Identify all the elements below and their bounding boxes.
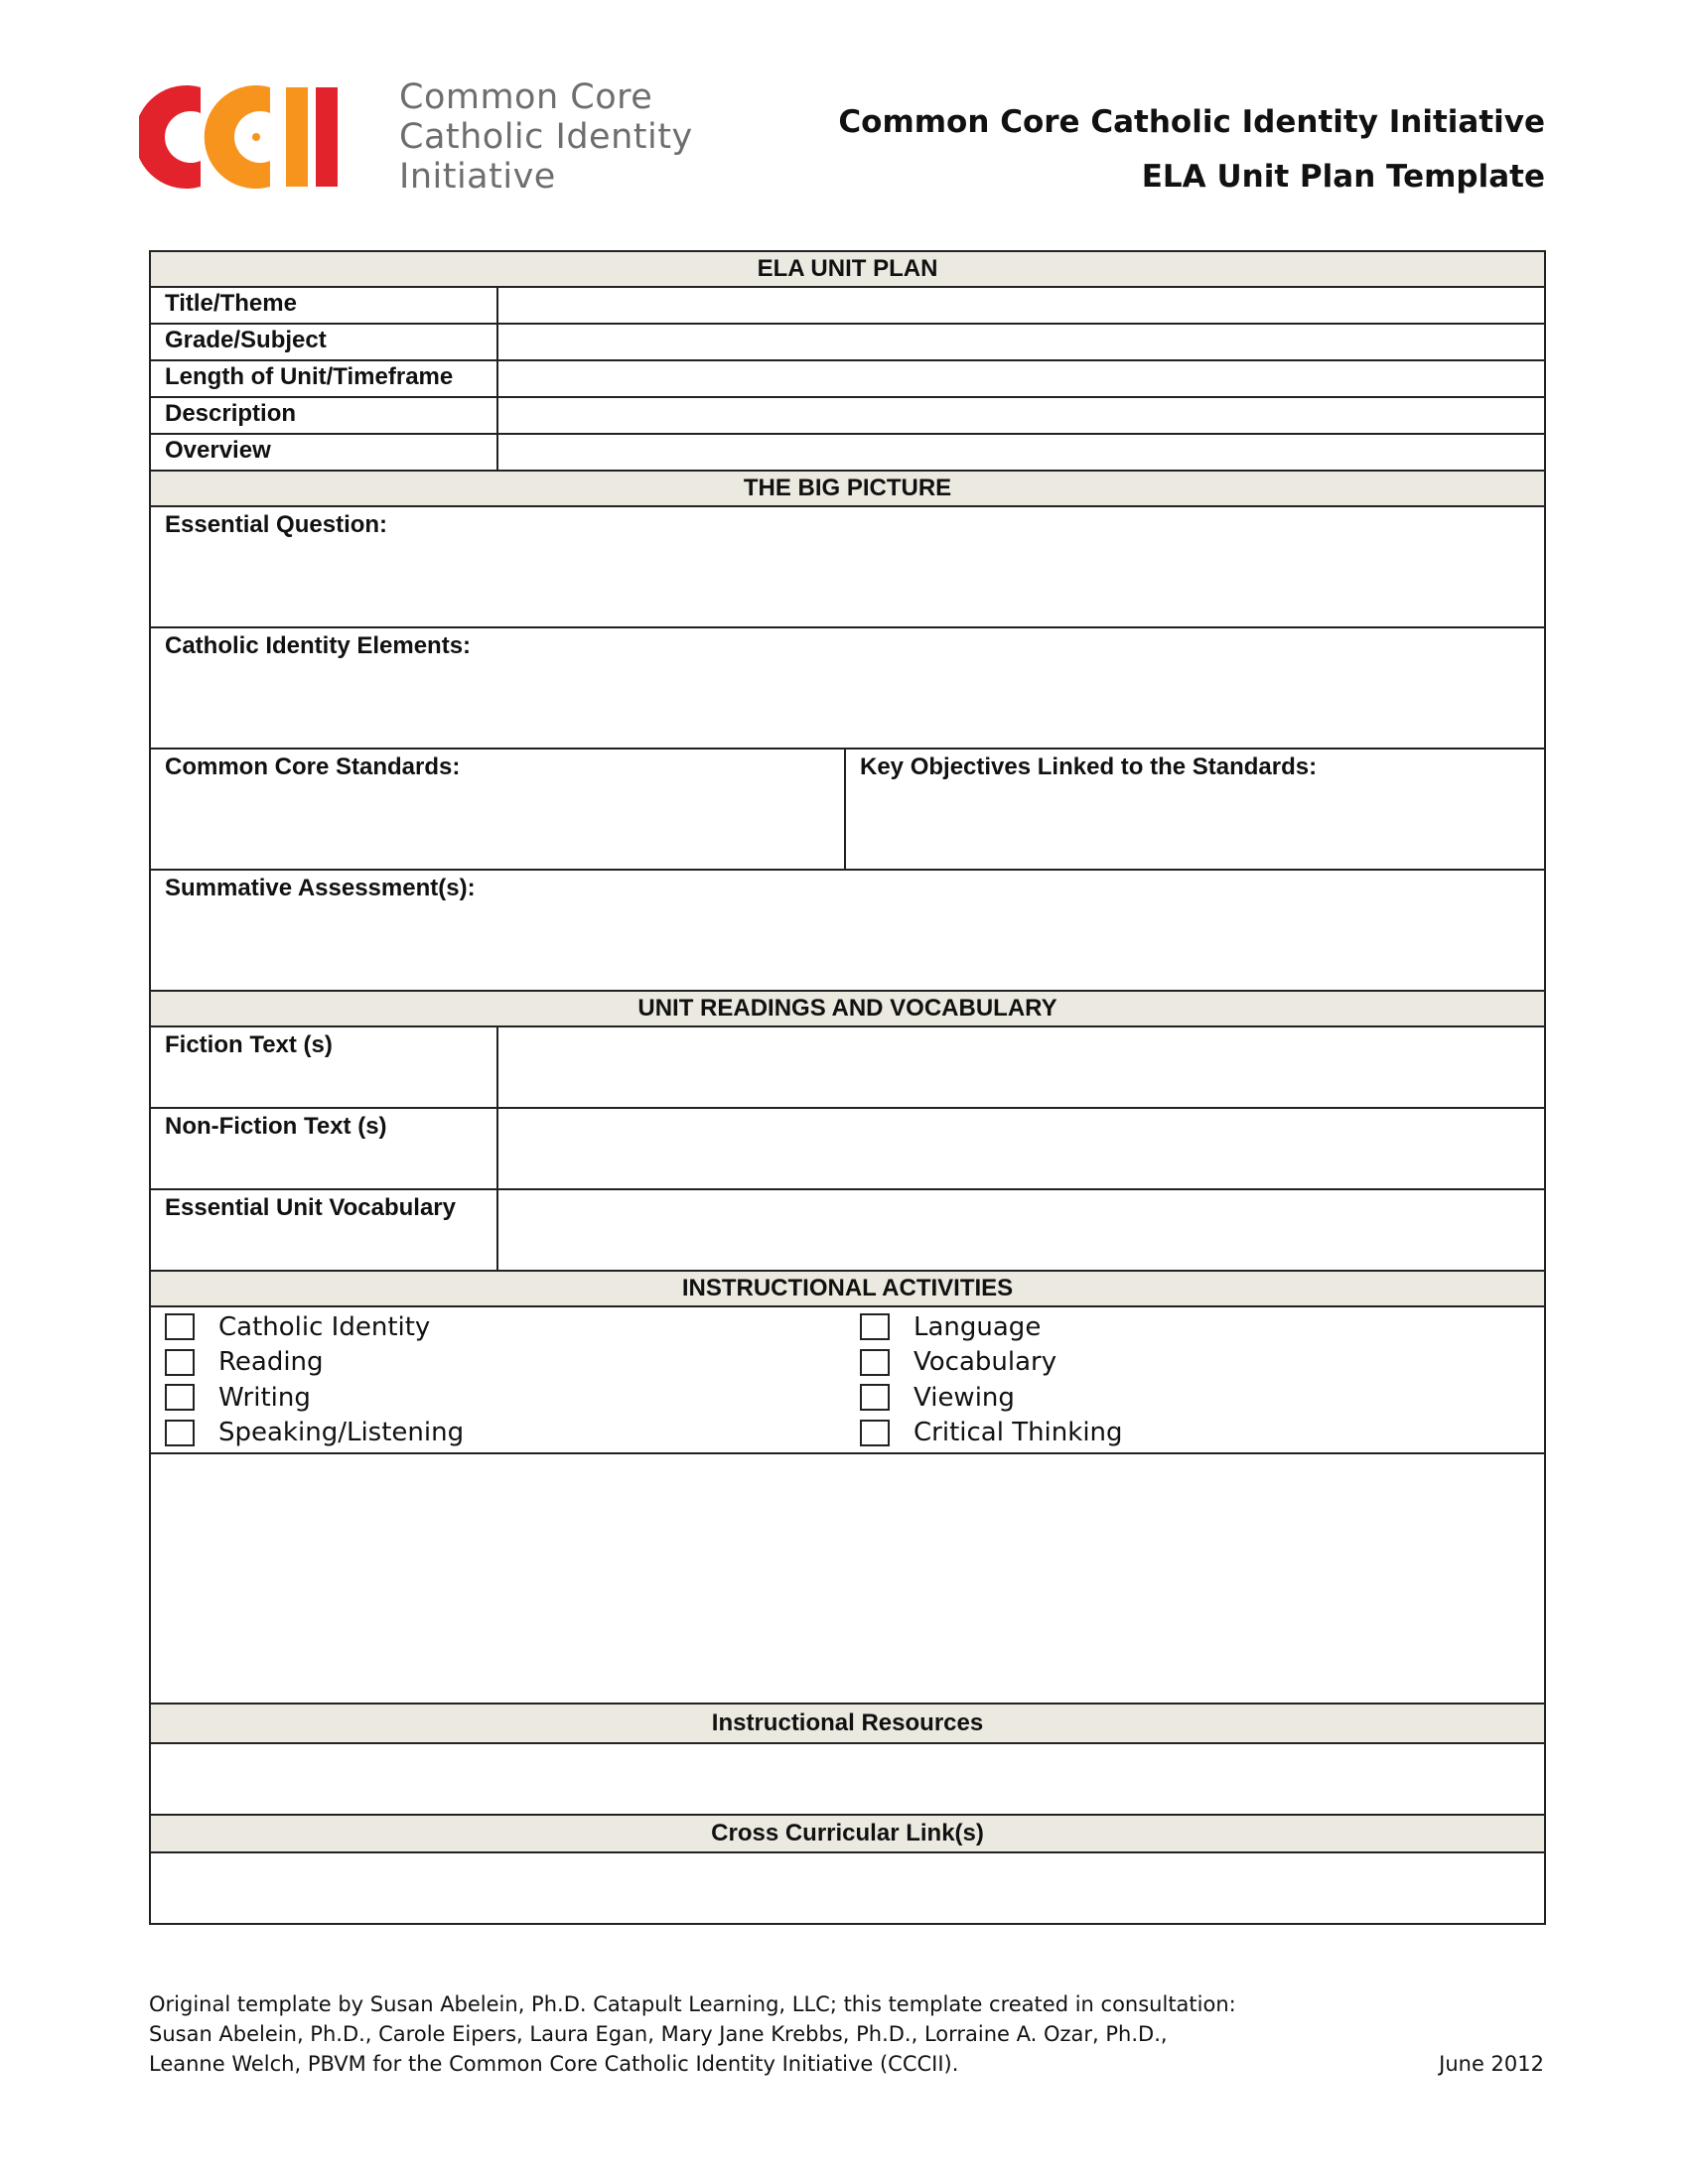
activity-label: Critical Thinking <box>914 1418 1123 1448</box>
activity-label: Viewing <box>914 1382 1015 1413</box>
document-title-line-1: Common Core Catholic Identity Initiative <box>838 104 1545 140</box>
activity-label: Writing <box>218 1382 311 1413</box>
activity-speaking-listening[interactable] <box>165 1416 860 1451</box>
checkbox-speaking-listening[interactable] <box>165 1420 195 1446</box>
logo-line-3: Initiative <box>399 157 556 197</box>
non-fiction-text-input[interactable] <box>497 1108 1545 1189</box>
activity-label: Catholic Identity <box>218 1311 431 1342</box>
field-label-length-of-unit: Length of Unit/Timeframe <box>150 360 497 397</box>
fiction-text-label: Fiction Text (s) <box>150 1026 497 1108</box>
essential-question-box[interactable] <box>150 506 1545 627</box>
field-input-title-theme[interactable] <box>497 287 1545 324</box>
activity-checklist <box>150 1306 1545 1453</box>
checkbox-viewing[interactable] <box>860 1384 890 1411</box>
field-label-description: Description <box>150 397 497 434</box>
activity-label: Reading <box>218 1347 324 1378</box>
checkbox-reading[interactable] <box>165 1349 195 1376</box>
essential-question-label: Essential Question: <box>165 511 388 538</box>
ccii-logo-mark <box>139 77 387 197</box>
catholic-identity-elements-box[interactable] <box>150 627 1545 749</box>
key-objectives-label: Key Objectives Linked to the Standards: <box>860 753 1318 780</box>
band-instructional-resources: Instructional Resources <box>150 1704 1545 1743</box>
footer-credits <box>149 1989 1544 2079</box>
activities-notes-box[interactable] <box>150 1453 1545 1704</box>
field-label-overview: Overview <box>150 434 497 471</box>
checkbox-critical-thinking[interactable] <box>860 1420 890 1446</box>
essential-vocabulary-input[interactable] <box>497 1189 1545 1271</box>
footer-line-1: Original template by Susan Abelein, Ph.D. Catapult Learning, LLC; this template created in consultation: <box>149 1992 1236 2016</box>
activity-label: Speaking/Listening <box>218 1418 465 1448</box>
activity-viewing[interactable] <box>860 1380 1555 1416</box>
checkbox-catholic-identity[interactable] <box>165 1313 195 1340</box>
field-label-title-theme: Title/Theme <box>150 287 497 324</box>
activity-language[interactable] <box>860 1309 1555 1345</box>
document-title <box>838 95 1545 205</box>
catholic-identity-elements-label: Catholic Identity Elements: <box>165 632 472 659</box>
common-core-standards-label: Common Core Standards: <box>165 753 461 780</box>
field-input-description[interactable] <box>497 397 1545 434</box>
ela-unit-plan-table <box>149 250 1546 1925</box>
logo-line-2: Catholic Identity <box>399 117 693 157</box>
summative-assessment-box[interactable] <box>150 870 1545 991</box>
field-input-grade-subject[interactable] <box>497 324 1545 360</box>
activity-label: Vocabulary <box>914 1347 1057 1378</box>
checkbox-writing[interactable] <box>165 1384 195 1411</box>
band-unit-readings: UNIT READINGS AND VOCABULARY <box>150 991 1545 1026</box>
instructional-resources-box[interactable] <box>150 1743 1545 1815</box>
band-instructional-activities: INSTRUCTIONAL ACTIVITIES <box>150 1271 1545 1306</box>
activity-vocabulary[interactable] <box>860 1345 1555 1381</box>
summative-assessment-label: Summative Assessment(s): <box>165 875 476 901</box>
footer-line-2: Susan Abelein, Ph.D., Carole Eipers, Laura Egan, Mary Jane Krebbs, Ph.D., Lorraine A. Ozar, Ph.D., <box>149 2022 1168 2046</box>
key-objectives-box[interactable] <box>845 749 1545 870</box>
activity-label: Language <box>914 1311 1042 1342</box>
footer-line-3: Leanne Welch, PBVM for the Common Core Catholic Identity Initiative (CCCII). <box>149 2052 959 2076</box>
non-fiction-text-label: Non-Fiction Text (s) <box>150 1108 497 1189</box>
ccii-logo <box>139 77 695 197</box>
document-title-line-2: ELA Unit Plan Template <box>1141 159 1545 195</box>
band-big-picture: THE BIG PICTURE <box>150 471 1545 506</box>
field-input-length-of-unit[interactable] <box>497 360 1545 397</box>
activity-critical-thinking[interactable] <box>860 1416 1555 1451</box>
activity-reading[interactable] <box>165 1345 860 1381</box>
activity-catholic-identity[interactable] <box>165 1309 860 1345</box>
fiction-text-input[interactable] <box>497 1026 1545 1108</box>
essential-vocabulary-label: Essential Unit Vocabulary <box>150 1189 497 1271</box>
footer-date: June 2012 <box>1439 2052 1544 2076</box>
activity-writing[interactable] <box>165 1380 860 1416</box>
field-input-overview[interactable] <box>497 434 1545 471</box>
cross-curricular-box[interactable] <box>150 1852 1545 1924</box>
common-core-standards-box[interactable] <box>150 749 845 870</box>
band-cross-curricular: Cross Curricular Link(s) <box>150 1815 1545 1852</box>
band-ela-unit-plan: ELA UNIT PLAN <box>150 251 1545 287</box>
logo-wordmark <box>399 77 693 197</box>
checkbox-language[interactable] <box>860 1313 890 1340</box>
field-label-grade-subject: Grade/Subject <box>150 324 497 360</box>
checkbox-vocabulary[interactable] <box>860 1349 890 1376</box>
logo-line-1: Common Core <box>399 77 653 117</box>
